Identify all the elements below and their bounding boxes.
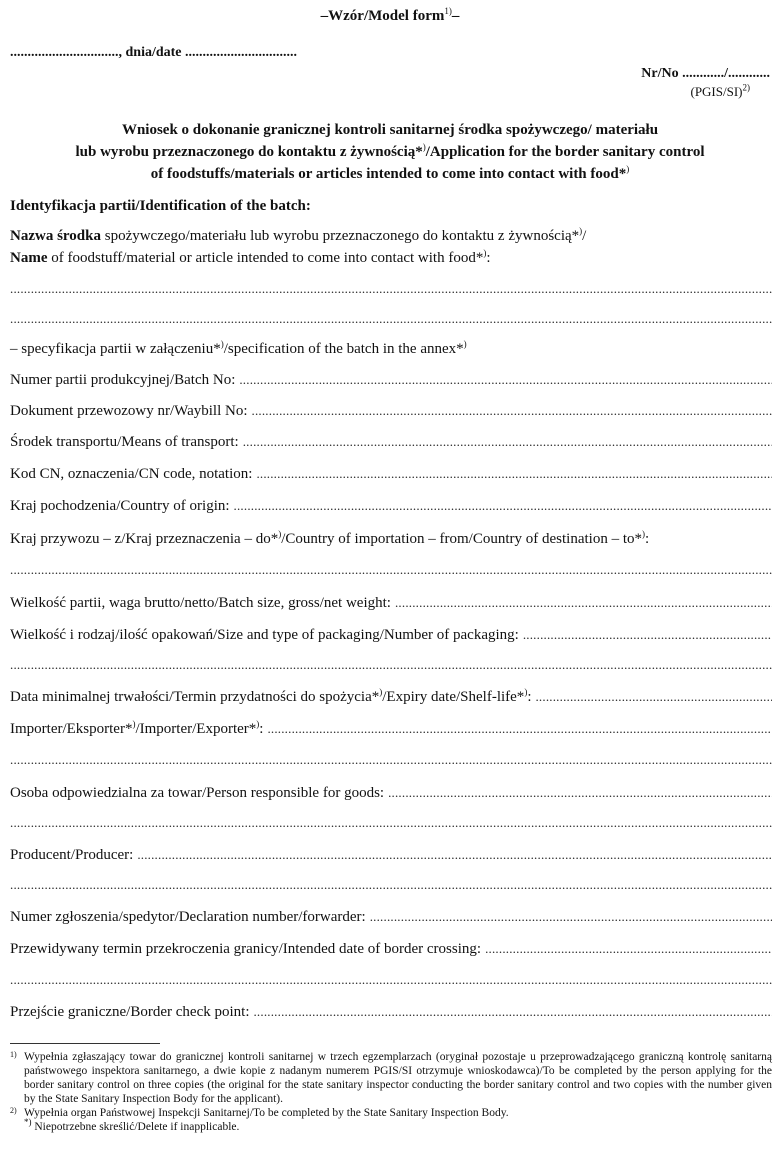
footnote-divider <box>10 1043 160 1044</box>
footnote-ref: 1) <box>444 6 452 16</box>
application-title-line-2: lub wyrobu przeznaczonego do kontaktu z żywnością*)/Application for the border sanitary control <box>75 142 705 160</box>
declaration-number-field[interactable]: Numer zgłoszenia/spedytor/Declaration number/forwarder: ..... <box>10 909 772 931</box>
section-heading: Identyfikacja partii/Identification of the batch: <box>10 198 311 214</box>
application-title <box>0 119 780 185</box>
import-destination-field[interactable] <box>10 562 772 584</box>
product-name-field-1[interactable] <box>10 281 772 303</box>
packaging-field-2[interactable] <box>10 657 772 679</box>
batch-number-field[interactable]: Numer partii produkcyjnej/Batch No: ..... <box>10 372 772 394</box>
footnote-ref: 2) <box>742 82 750 93</box>
import-destination-label: Kraj przywozu – z/Kraj przeznaczenia – do*)/Country of importation – from/Country of destination – to*): <box>10 529 650 547</box>
footnote-3: *) Niepotrzebne skreślić/Delete if inapplicable. <box>24 1117 240 1133</box>
application-title-line-1: Wniosek o dokonanie granicznej kontroli sanitarnej środka spożywczego/ materiału <box>121 122 659 138</box>
product-name-label: Nazwa środka spożywczego/materiału lub wyrobu przeznaczonego do kontaktu z żywnością*)/ Name of foodstuff/material or article intended to come into contact with food*): <box>10 226 587 266</box>
application-title-line-3: of foodstuffs/materials or articles intended to come into contact with food*) <box>150 164 630 182</box>
footnotes <box>10 1050 772 1134</box>
number-line[interactable]: Nr/No ............/............ <box>641 66 770 81</box>
footnote-1: 1) Wypełnia zgłaszający towar do granicznej kontroli sanitarnej w trzech egzemplarzach (oryginał pozostaje u przeprowadzającego graniczną kontrolę sanitarną państwowego inspektora sanitarnego, a dwie kopie z nadanym numerem PGIS/SI otrzymuje wnioskodawca)/To be completed by the person applying for the border sanitary control on three copies (the original for the state sanitary inspector conducting the border sanitary control and two copies with the number given by the State Sanitary Inspection Body for the applicant). <box>10 1050 772 1105</box>
border-crossing-date-field[interactable]: Przewidywany termin przekroczenia granicy/Intended date of border crossing: ..... <box>10 941 772 963</box>
producer-field-2[interactable] <box>10 877 772 899</box>
waybill-field[interactable]: Dokument przewozowy nr/Waybill No: ..... <box>10 403 772 425</box>
batch-spec-note: – specyfikacja partii w załączeniu*)/specification of the batch in the annex*) <box>10 339 467 357</box>
country-origin-field[interactable]: Kraj pochodzenia/Country of origin: ..... <box>10 498 772 520</box>
date-line[interactable]: ..............................., dnia/date ................................ <box>10 45 298 60</box>
expiry-date-field[interactable]: Data minimalnej trwałości/Termin przydatności do spożycia*)/Expiry date/Shelf-life*): ..... <box>10 689 772 711</box>
batch-size-field[interactable]: Wielkość partii, waga brutto/netto/Batch size, gross/net weight: ..... <box>10 595 772 617</box>
responsible-person-field[interactable]: Osoba odpowiedzialna za towar/Person responsible for goods: ..... <box>10 785 772 807</box>
responsible-person-field-2[interactable] <box>10 815 772 837</box>
product-name-field-2[interactable] <box>10 311 772 333</box>
packaging-field[interactable]: Wielkość i rodzaj/ilość opakowań/Size and type of packaging/Number of packaging: ..... <box>10 627 772 649</box>
form-model-title: –Wzór/Model form$^{1)}$– <box>320 6 460 24</box>
footnote-2: 2) Wypełnia organ Państwowej Inspekcji Sanitarnej/To be completed by the State Sanitary Inspection Body. <box>10 1106 509 1119</box>
importer-exporter-field[interactable]: Importer/Eksporter*)/Importer/Exporter*): ..... <box>10 721 772 743</box>
pgis-note: (PGIS/SI)$^{2)}$ <box>690 82 750 99</box>
transport-field[interactable]: Środek transportu/Means of transport: ..... <box>10 434 772 456</box>
border-crossing-date-field-2[interactable] <box>10 972 772 994</box>
border-check-point-field[interactable]: Przejście graniczne/Border check point: ..... <box>10 1004 772 1026</box>
producer-field[interactable]: Producent/Producer: ..... <box>10 847 772 869</box>
cn-code-field[interactable]: Kod CN, oznaczenia/CN code, notation: ..... <box>10 466 772 488</box>
importer-exporter-field-2[interactable] <box>10 752 772 774</box>
